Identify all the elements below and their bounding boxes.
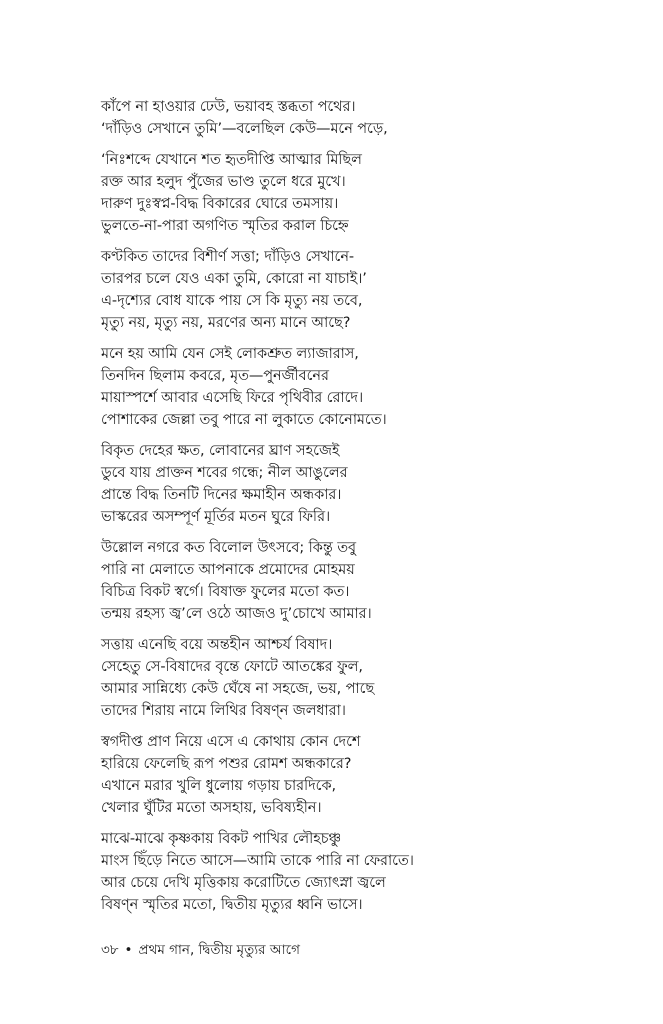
stanza-2	[101, 149, 581, 237]
page-footer	[101, 940, 300, 960]
poem-line: তিনদিন ছিলাম কবরে, মৃত—পুনর্জীবনের	[101, 368, 329, 384]
poem-line: মৃত্যু নয়, মৃত্যু নয়, মরণের অন্য মানে আছে?	[101, 315, 351, 331]
poem-line: তারপর চলে যেও একা তুমি, কোরো না যাচাই।’	[101, 271, 367, 287]
poem-line: ‘নিঃশব্দে যেখানে শত হৃতদীপ্তি আত্মার মিছিল	[101, 152, 362, 168]
stanza-4	[101, 343, 581, 431]
poem-line: তন্ময় রহস্য জ্ব’লে ওঠে আজও দু’চোখে আমার।	[101, 606, 372, 622]
poem-line: স্বগদীপ্ত প্রাণ নিয়ে এসে এ কোথায় কোন দেশে	[101, 734, 361, 750]
poem-line: সত্তায় এনেছি বয়ে অন্তহীন আশ্চর্য বিষাদ।	[101, 637, 333, 653]
poem-line: বিষণ্ন স্মৃতির মতো, দ্বিতীয় মৃত্যুর ধ্বনি ভাসে।	[101, 897, 363, 913]
poem-line: তাদের শিরায় নামে লিথির বিষণ্ন জলধারা।	[101, 703, 346, 719]
poem-line: খেলার ঘুঁটির মতো অসহায়, ভবিষ্যহীন।	[101, 800, 322, 816]
poem-line: ডুবে যায় প্রাক্তন শবের গন্ধে; নীল আঙুলের	[101, 465, 348, 481]
poem-line: মাঝে-মাঝে কৃষ্ণকায় বিকট পাখির লৌহচঞ্চু	[101, 831, 342, 847]
poem-line: পোশাকের জেল্লা তবু পারে না লুকাতে কোনোমতে।	[101, 412, 387, 428]
poem-line: প্রান্তে বিদ্ধ তিনটি দিনের ক্ষমাহীন অন্ধকার।	[101, 487, 342, 503]
poem-line: বিকৃত দেহের ক্ষত, লোবানের ঘ্রাণ সহজেই	[101, 443, 340, 459]
poem-line: কাঁপে না হাওয়ার ঢেউ, ভয়াবহ স্তব্ধতা পথের।	[101, 99, 356, 115]
poem-line: ভাস্করের অসম্পূর্ণ মূর্তির মতন ঘুরে ফিরি।	[101, 509, 331, 525]
stanza-8	[101, 731, 581, 819]
stanza-6	[101, 537, 581, 625]
poem-line: উল্লোল নগরে কত বিলোল উৎসবে; কিন্তু তবু	[101, 540, 356, 556]
poem-line: হারিয়ে ফেলেছি রূপ পশুর রোমশ অন্ধকারে?	[101, 756, 352, 772]
poem-line: ভুলতে-না-পারা অগণিত স্মৃতির করাল চিহ্নে	[101, 218, 349, 234]
poem-line: সেহেতু সে-বিষাদের বৃন্তে ফোটে আতঙ্কের ফুল,	[101, 659, 363, 675]
poem-line: পারি না মেলাতে আপনাকে প্রমোদের মোহময়	[101, 562, 355, 578]
poem-line: এ-দৃশ্যের বোধ যাকে পায় সে কি মৃত্যু নয় তবে,	[101, 293, 363, 309]
poem-line: কণ্টকিত তাদের বিশীর্ণ সত্তা; দাঁড়িও সেখানে-	[101, 249, 355, 265]
book-title: প্রথম গান, দ্বিতীয় মৃত্যুর আগে	[138, 942, 300, 958]
stanza-7	[101, 634, 581, 722]
poem-line: মায়াস্পর্শে আবার এসেছি ফিরে পৃথিবীর রোদে।	[101, 390, 364, 406]
poem-body	[101, 96, 581, 925]
poem-line: ‘দাঁড়িও সেখানে তুমি’—বলেছিল কেউ—মনে পড়ে,	[101, 121, 388, 137]
poem-line: আর চেয়ে দেখি মৃত্তিকায় করোটিতে জ্যোৎস্না জ্বলে	[101, 875, 386, 891]
stanza-1	[101, 96, 581, 140]
stanza-3	[101, 246, 581, 334]
poem-line: আমার সান্নিধ্যে কেউ ঘেঁষে না সহজে, ভয়, পাছে	[101, 681, 375, 697]
poem-line: মনে হয় আমি যেন সেই লোকশ্রুত ল্যাজারাস,	[101, 346, 359, 362]
poem-line: বিচিত্র বিকট স্বর্গে। বিষাক্ত ফুলের মতো কত।	[101, 584, 350, 600]
poem-line: মাংস ছিঁড়ে নিতে আসে—আমি তাকে পারি না ফেরাতে।	[101, 853, 414, 869]
poem-line: রক্ত আর হলুদ পুঁজের ভাণ্ড তুলে ধরে মুখে।	[101, 174, 346, 190]
poem-line: এখানে মরার খুলি ধুলোয় গড়ায় চারদিকে,	[101, 778, 337, 794]
bullet-separator: •	[124, 942, 133, 958]
poem-line: দারুণ দুঃস্বপ্ন-বিদ্ধ বিকারের ঘোরে তমসায়।	[101, 196, 339, 212]
stanza-5	[101, 440, 581, 528]
stanza-9	[101, 828, 581, 916]
page-number: ৩৮	[101, 942, 119, 958]
